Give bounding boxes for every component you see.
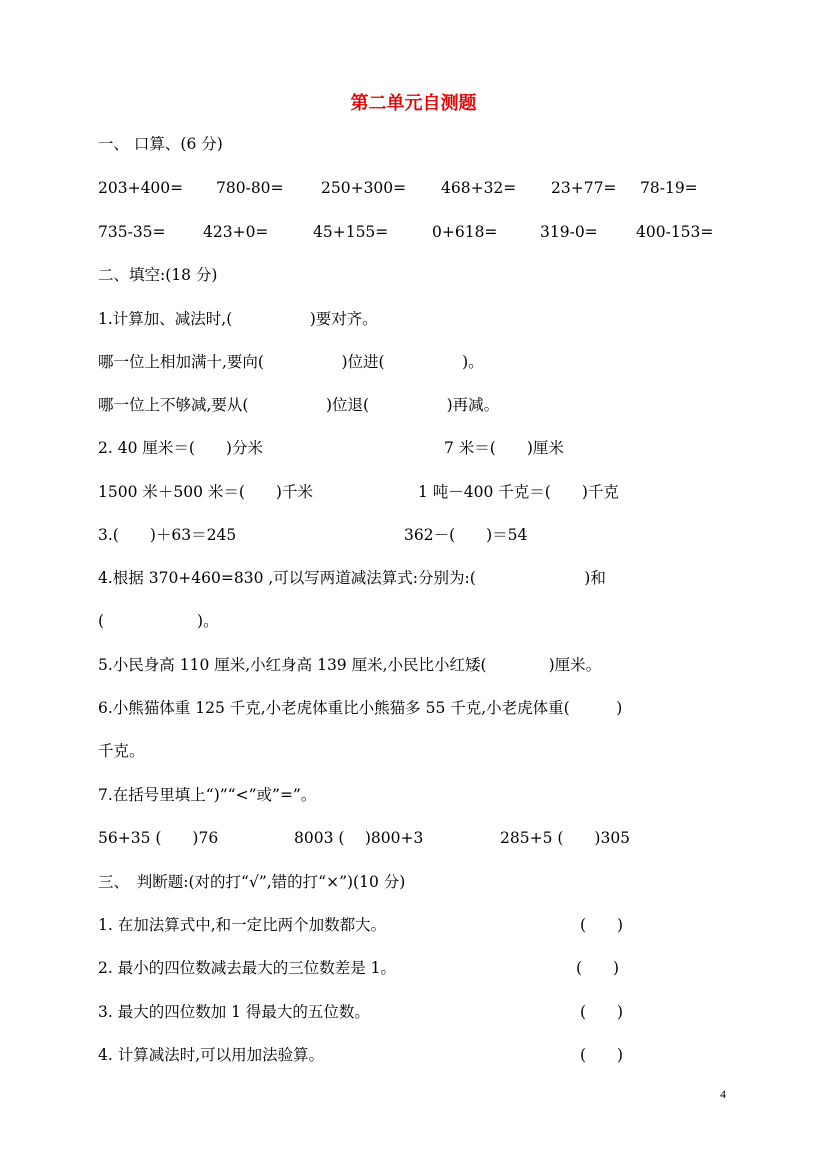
fill-q7a: 7.在括号里填上“)”“<”或”=”。 xyxy=(98,786,317,804)
oral-calc-11: 319-0= xyxy=(540,223,598,241)
page-number: 4 xyxy=(720,1087,726,1101)
fill-q2b-right: 1 吨－400 千克＝( )千克 xyxy=(418,483,619,501)
judge-mark-2: ( ) xyxy=(576,959,620,977)
fill-q1c: 哪一位上不够减,要从( )位退( )再减。 xyxy=(98,396,500,414)
fill-q4a: 4.根据 370+460=830 ,可以写两道减法算式:分别为:( )和 xyxy=(98,569,606,587)
fill-q7-item2: 8003 ( )800+3 xyxy=(294,829,424,847)
fill-q2b-left: 1500 米＋500 米＝( )千米 xyxy=(98,483,313,501)
page-title: 第二单元自测题 xyxy=(350,93,477,114)
section1-heading: 一、 口算、(6 分) xyxy=(98,135,223,153)
oral-calc-8: 423+0= xyxy=(203,223,269,241)
fill-q3-right: 362－( )＝54 xyxy=(404,526,528,544)
fill-q5: 5.小民身高 110 厘米,小红身高 139 厘米,小民比小红矮( )厘米。 xyxy=(98,656,602,674)
fill-q7-item1: 56+35 ( )76 xyxy=(98,829,219,847)
fill-q2a-right: 7 米＝( )厘米 xyxy=(444,439,564,457)
fill-q7-item3: 285+5 ( )305 xyxy=(500,829,631,847)
fill-q6b: 千克。 xyxy=(98,742,145,760)
fill-q1a: 1.计算加、减法时,( )要对齐。 xyxy=(98,310,378,328)
oral-calc-10: 0+618= xyxy=(432,223,498,241)
fill-q4b: ( )。 xyxy=(98,612,219,630)
judge-mark-1: ( ) xyxy=(580,916,624,934)
oral-calc-6: 78-19= xyxy=(640,179,698,197)
oral-calc-9: 45+155= xyxy=(313,223,389,241)
oral-calc-5: 23+77= xyxy=(551,179,617,197)
oral-calc-7: 735-35= xyxy=(98,223,166,241)
judge-item-3: 3. 最大的四位数加 1 得最大的五位数。 xyxy=(98,1003,370,1021)
fill-q2a-left: 2. 40 厘米＝( )分米 xyxy=(98,439,263,457)
oral-calc-2: 780-80= xyxy=(216,179,284,197)
judge-item-2: 2. 最小的四位数减去最大的三位数差是 1。 xyxy=(98,959,397,977)
oral-calc-12: 400-153= xyxy=(636,223,714,241)
section2-heading: 二、填空:(18 分) xyxy=(98,266,218,284)
judge-mark-3: ( ) xyxy=(580,1003,624,1021)
oral-calc-1: 203+400= xyxy=(98,179,184,197)
fill-q3-left: 3.( )＋63＝245 xyxy=(98,526,237,544)
judge-item-1: 1. 在加法算式中,和一定比两个加数都大。 xyxy=(98,916,387,934)
oral-calc-4: 468+32= xyxy=(441,179,517,197)
fill-q6a: 6.小熊猫体重 125 千克,小老虎体重比小熊猫多 55 千克,小老虎体重( ) xyxy=(98,699,623,717)
judge-mark-4: ( ) xyxy=(580,1046,624,1064)
judge-item-4: 4. 计算减法时,可以用加法验算。 xyxy=(98,1046,325,1064)
section3-heading: 三、 判断题:(对的打“√”,错的打“×”)(10 分) xyxy=(98,873,406,891)
fill-q1b: 哪一位上相加满十,要向( )位进( )。 xyxy=(98,353,484,371)
oral-calc-3: 250+300= xyxy=(321,179,407,197)
